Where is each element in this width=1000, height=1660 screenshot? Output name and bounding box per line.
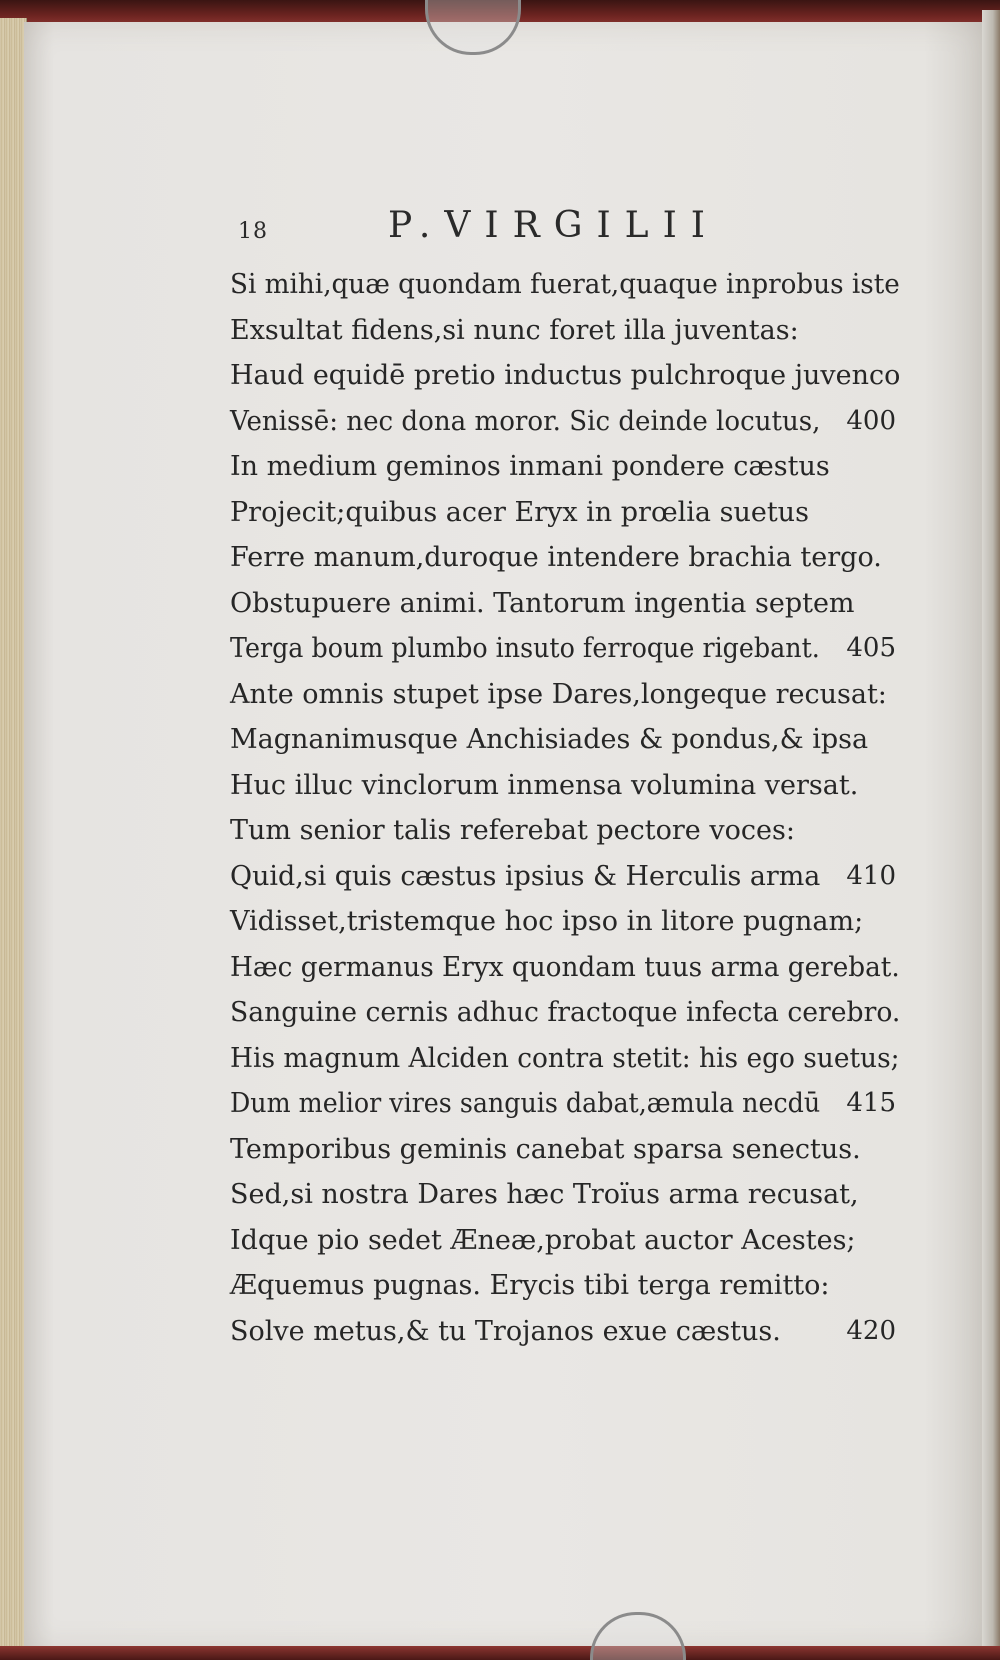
verse-line: [230, 1081, 910, 1127]
verse-line: [230, 899, 910, 945]
verse-line-text: Si mihi,quæ quondam fuerat,quaque inprobus iste: [230, 269, 900, 300]
verse-line: [230, 1127, 910, 1173]
verse-line-text: His magnum Alciden contra stetit: his ego suetus;: [230, 1042, 900, 1074]
page-number: 18: [238, 219, 268, 244]
verse-line-number: 410: [846, 860, 896, 891]
verse-line: [230, 535, 910, 581]
verse-line: [230, 990, 910, 1036]
verse-line-text: Idque pio sedet Æneæ,probat auctor Acestes;: [230, 1224, 856, 1256]
verse-line: [230, 308, 910, 354]
verse-line-text: Magnanimusque Anchisiades & pondus,& ipsa: [230, 724, 869, 755]
verse-line-number: 400: [846, 405, 896, 436]
verse-line: [230, 1036, 910, 1082]
verse-line: [230, 1263, 910, 1309]
verse-line-number: 420: [846, 1315, 896, 1346]
verse-line-text: Dum melior vires sanguis dabat,æmula necdū: [230, 1088, 821, 1119]
binding-bottom-edge: [0, 1646, 1000, 1660]
running-title: P.VIRGILII: [388, 205, 720, 246]
verse-line: [230, 672, 910, 718]
verse-line-text: Æquemus pugnas. Erycis tibi terga remitto:: [230, 1270, 830, 1301]
verse-line-text: Ante omnis stupet ipse Dares,longeque recusat:: [230, 678, 887, 710]
verse-line-text: Projecit;quibus acer Eryx in prœlia suetus: [230, 496, 809, 528]
verse-line: [230, 717, 910, 763]
verse-line: [230, 1309, 910, 1355]
verse-line: [230, 763, 910, 809]
page-header: [238, 205, 878, 255]
verse-line-text: Obstupuere animi. Tantorum ingentia septem: [230, 587, 855, 619]
verse-line: [230, 808, 910, 854]
verse-line: [230, 1218, 910, 1264]
verse-line-text: Solve metus,& tu Trojanos exue cæstus.: [230, 1315, 781, 1347]
verse-line-text: Haud equidē pretio inductus pulchroque juvenco: [230, 360, 901, 391]
verse-line-text: Vidisset,tristemque hoc ipso in litore pugnam;: [230, 906, 864, 937]
verse-line-text: Tum senior talis referebat pectore voces:: [230, 815, 795, 846]
verse-line-text: Venissē: nec dona moror. Sic deinde locutus,: [230, 405, 821, 437]
verse-line: [230, 945, 910, 991]
verse-line-text: In medium geminos inmani pondere cæstus: [230, 451, 830, 482]
verse-line: [230, 854, 910, 900]
verse-line-text: Exsultat fidens,si nunc foret illa juventas:: [230, 314, 799, 346]
verse-line: [230, 490, 910, 536]
verse-line: [230, 262, 910, 308]
verse-line-text: Terga boum plumbo insuto ferroque rigebant.: [230, 633, 820, 664]
verse-line-text: Sanguine cernis adhuc fractoque infecta cerebro.: [230, 997, 901, 1028]
verse-line-text: Quid,si quis cæstus ipsius & Herculis arma: [230, 860, 821, 892]
verse-line-number: 415: [846, 1088, 896, 1118]
verse-line: [230, 626, 910, 672]
verse-line-text: Sed,si nostra Dares hæc Troïus arma recusat,: [230, 1179, 859, 1210]
page-edges-left: [0, 18, 27, 1648]
verse-block: [230, 262, 910, 1354]
verse-line-text: Temporibus geminis canebat sparsa senectus.: [230, 1133, 861, 1165]
page-edge-right: [982, 10, 1000, 1655]
verse-line-text: Hæc germanus Eryx quondam tuus arma gerebat.: [230, 951, 900, 983]
verse-line: [230, 581, 910, 627]
verse-line: [230, 444, 910, 490]
verse-line: [230, 353, 910, 399]
verse-line: [230, 399, 910, 445]
verse-line-text: Huc illuc vinclorum inmensa volumina versat.: [230, 769, 859, 801]
verse-line: [230, 1172, 910, 1218]
verse-line-text: Ferre manum,duroque intendere brachia tergo.: [230, 542, 882, 573]
verse-line-number: 405: [846, 633, 896, 663]
